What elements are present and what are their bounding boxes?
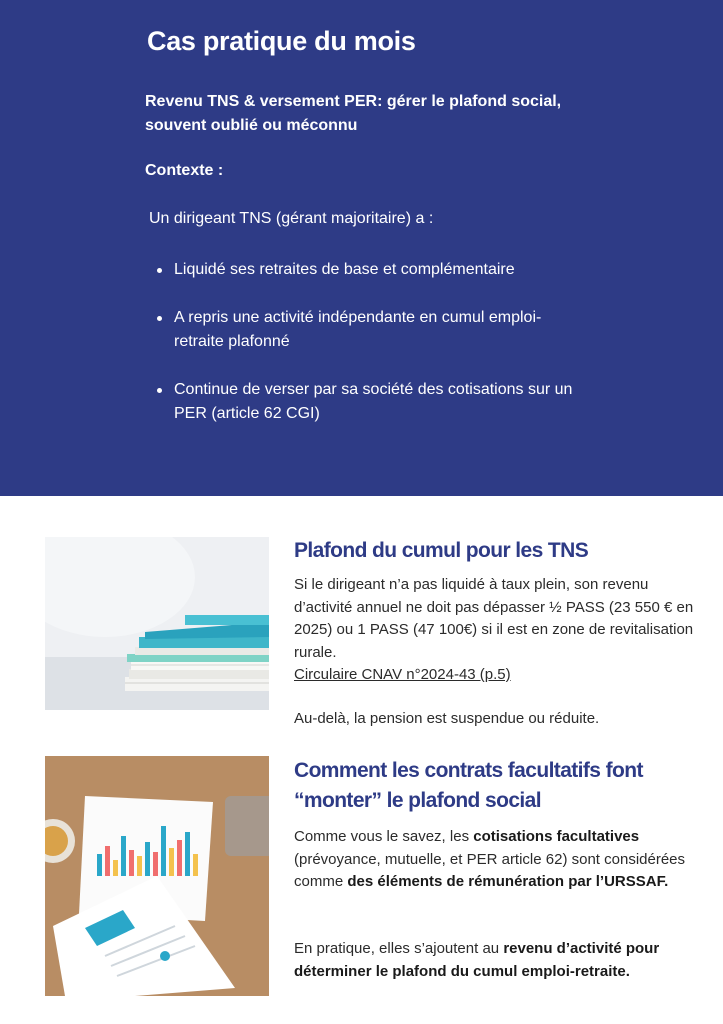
bold-fragment: revenu d’activité pour déterminer le plafond du cumul emploi-retraite. [294,940,660,980]
context-intro: Un dirigeant TNS (gérant majoritaire) a : [149,210,434,227]
section-note: Au-delà, la pension est suspendue ou réduite. [294,710,600,727]
hero-subtitle: Revenu TNS & versement PER: gérer le plafond social, souvent oublié ou méconnu [145,93,562,134]
context-item: A repris une activité indépendante en cumul emploi-retraite plafonné [155,306,585,354]
context-item: Continue de verser par sa société des cotisations sur un PER (article 62 CGI) [155,378,585,426]
bold-fragment: cotisations facultatives [473,828,640,845]
section-body-pratique [294,938,704,983]
section-body-plafond: Si le dirigeant n’a pas liquidé à taux plein, son revenu d’activité annuel ne doit pas dépasser ½ PASS (23 550 € en 2025) ou 1 PASS (47 100€) si il est en zone de revitalisation rurale. [294,576,694,661]
charts-illustration [45,756,269,996]
circulaire-link[interactable]: Circulaire CNAV n°2024-43 (p.5) [294,666,511,683]
hero-banner [0,0,723,496]
text-fragment: (prévoyance, mutuelle, et PER article 62) sont considérées comme [294,850,686,890]
charts-photo [45,756,269,996]
hero-title: Cas pratique du mois [147,26,416,56]
bold-fragment: des éléments de rémunération par l’URSSAF. [347,873,669,890]
folders-illustration [45,537,269,710]
text-fragment: En pratique, elles s’ajoutent au [294,940,504,957]
text-fragment: Comme vous le savez, les [294,828,474,845]
section-body-contrats [294,826,704,894]
context-item: Liquidé ses retraites de base et complémentaire [155,258,585,282]
context-list [155,258,585,450]
context-label: Contexte : [145,162,224,179]
section-title-contrats: Comment les contrats facultatifs font “monter” le plafond social [294,759,643,812]
folders-photo [45,537,269,710]
section-title-plafond: Plafond du cumul pour les TNS [294,539,589,562]
